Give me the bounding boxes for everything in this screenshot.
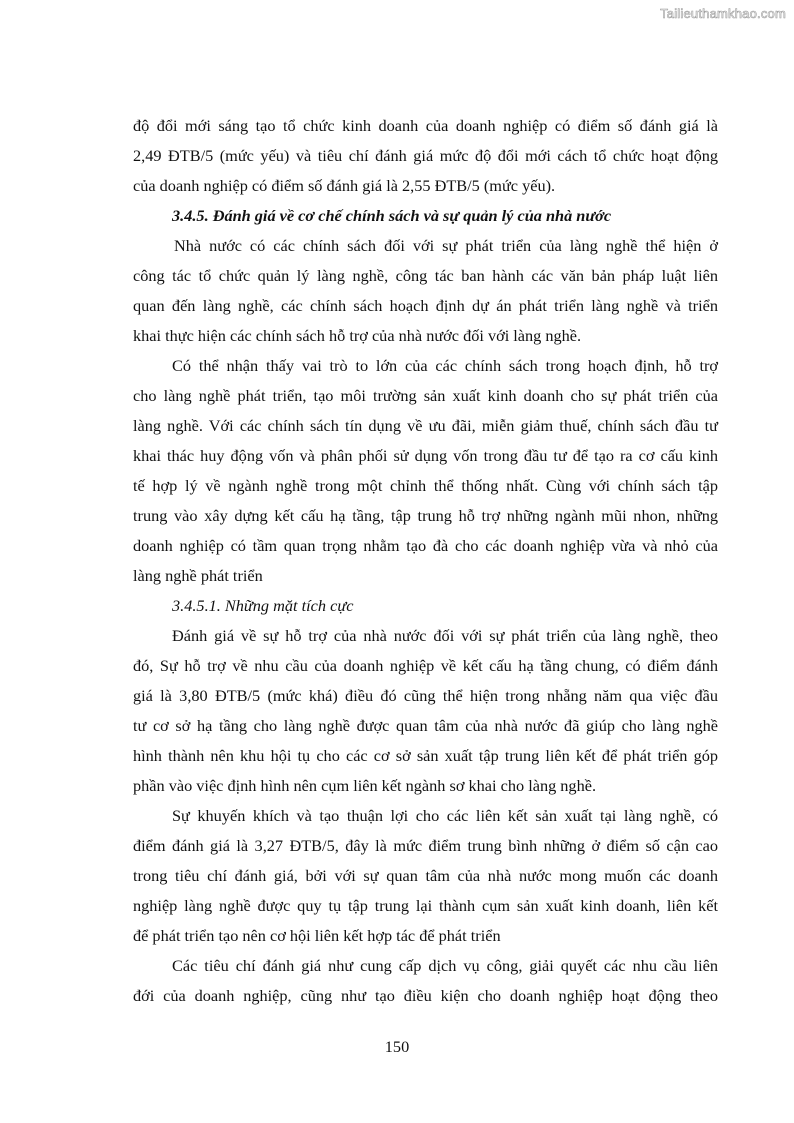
body-line: nghiệp làng nghề được quy tụ tập trung lại thành cụm sản xuất kinh doanh, liên kết (133, 896, 718, 915)
body-line: độ đổi mới sáng tạo tổ chức kinh doanh của doanh nghiệp có điểm số đánh giá là (133, 116, 718, 135)
body-line: doanh nghiệp có tầm quan trọng nhằm tạo đà cho các doanh nghiệp vừa và nhỏ của (133, 536, 718, 555)
body-line: 2,49 ĐTB/5 (mức yếu) và tiêu chí đánh giá mức độ đổi mới cách tổ chức hoạt động (133, 146, 718, 165)
body-line: tế hợp lý về ngành nghề trong một chỉnh thể thống nhất. Cùng với chính sách tập (133, 476, 718, 495)
body-line: đới của doanh nghiệp, cũng như tạo điều kiện cho doanh nghiệp hoạt động theo (133, 986, 718, 1005)
body-line: Sự khuyến khích và tạo thuận lợi cho các liên kết sản xuất tại làng nghề, có (172, 806, 718, 825)
body-line: quan đến làng nghề, các chính sách hoạch định dự án phát triển làng nghề và triển (133, 296, 718, 315)
body-line: hình thành nên khu hội tụ cho các cơ sở sản xuất tập trung liên kết để phát triển góp (133, 746, 718, 765)
subsection-heading: 3.4.5.1. Những mặt tích cực (172, 596, 354, 615)
body-line: làng nghề. Với các chính sách tín dụng về ưu đãi, miễn giảm thuế, chính sách đầu tư (133, 416, 718, 435)
body-line: đó, Sự hỗ trợ về nhu cầu của doanh nghiệp về kết cấu hạ tầng chung, có điểm đánh (133, 656, 718, 675)
page-number: 150 (384, 1037, 410, 1056)
body-line: điểm đánh giá là 3,27 ĐTB/5, đây là mức điểm trung bình những ở điểm số cận cao (133, 836, 718, 855)
body-line: khai thác huy động vốn và phân phối sử dụng vốn trong đầu tư để tạo ra cơ cấu kinh (133, 446, 718, 465)
body-line: Có thể nhận thấy vai trò to lớn của các chính sách trong hoạch định, hỗ trợ (172, 356, 718, 375)
body-line: cho làng nghề phát triển, tạo môi trường sản xuất kinh doanh cho sự phát triển của (133, 386, 718, 405)
body-line: để phát triển tạo nên cơ hội liên kết hợp tác để phát triển (133, 926, 501, 945)
body-line: giá là 3,80 ĐTB/5 (mức khá) điều đó cũng thể hiện trong nhẵng năm qua việc đầu (133, 686, 718, 705)
body-line: của doanh nghiệp có điểm số đánh giá là 2,55 ĐTB/5 (mức yếu). (133, 176, 556, 195)
body-line: Đánh giá về sự hỗ trợ của nhà nước đối với sự phát triển của làng nghề, theo (172, 626, 718, 645)
section-heading: 3.4.5. Đánh giá về cơ chế chính sách và sự quản lý của nhà nước (172, 206, 612, 225)
watermark-text: Tailieuthamkhao.com (660, 6, 786, 21)
body-line: khai thực hiện các chính sách hỗ trợ của nhà nước đối với làng nghề. (133, 326, 582, 345)
body-line: Các tiêu chí đánh giá như cung cấp dịch vụ công, giải quyết các nhu cầu liên (172, 956, 718, 975)
body-line: tư cơ sở hạ tầng cho làng nghề được quan tâm của nhà nước đã giúp cho làng nghề (133, 716, 718, 735)
body-line: trung vào xây dựng kết cấu hạ tầng, tập trung hỗ trợ những ngành mũi nhon, những (133, 506, 718, 525)
body-line: phần vào việc định hình nên cụm liên kết ngành sơ khai cho làng nghề. (133, 776, 597, 795)
body-line: công tác tổ chức quản lý làng nghề, công tác ban hành các văn bản pháp luật liên (133, 266, 718, 285)
body-line: làng nghề phát triển (133, 566, 263, 585)
body-line: Nhà nước có các chính sách đối với sự phát triển của làng nghề thể hiện ở (174, 236, 718, 255)
body-line: trong tiêu chí đánh giá, bởi với sự quan tâm của nhà nước mong muốn các doanh (133, 866, 718, 885)
